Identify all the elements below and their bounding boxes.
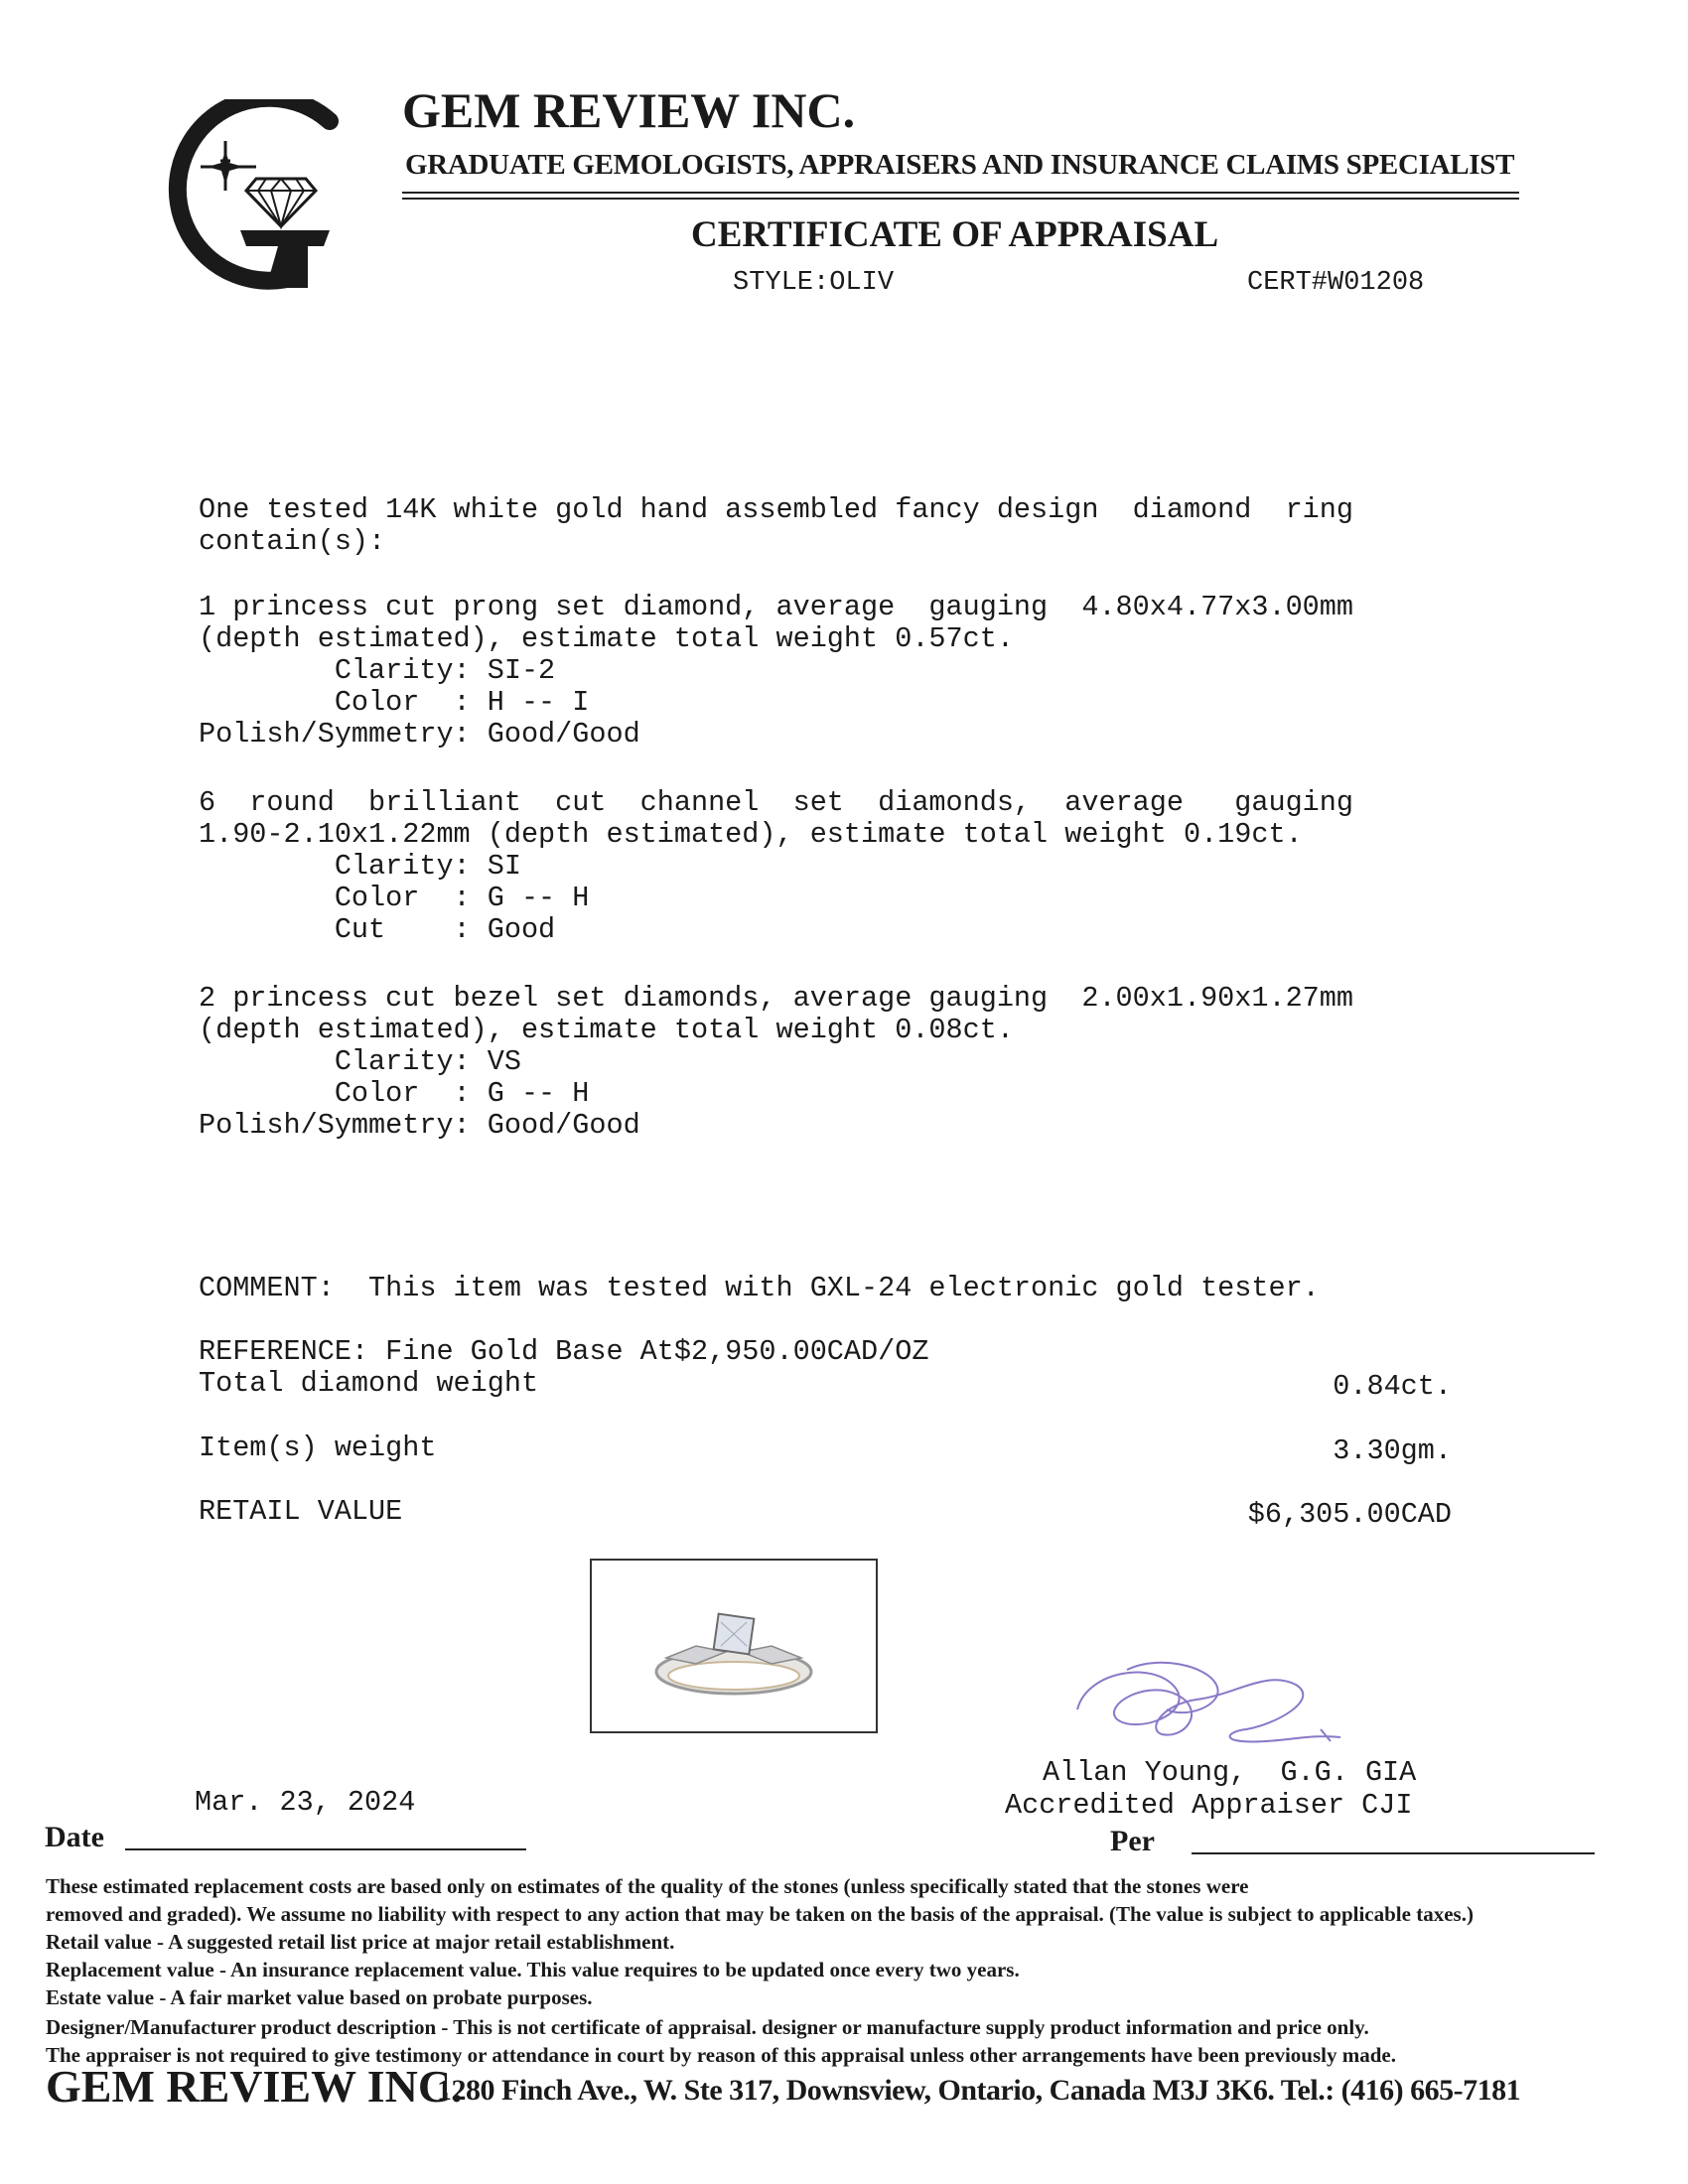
disclaimer-line: Retail value - A suggested retail list price at major retail establishment. <box>46 1930 675 1954</box>
stone3-line-2: (depth estimated), estimate total weight 0.08ct. <box>199 1014 1014 1046</box>
per-underline <box>1192 1852 1595 1854</box>
item-weight-label: Item(s) weight <box>199 1432 437 1464</box>
date-label: Date <box>45 1821 104 1853</box>
stone3-polish: Polish/Symmetry: Good/Good <box>199 1109 640 1142</box>
stone3-color: Color : G -- H <box>199 1077 590 1110</box>
disclaimer-line: Replacement value - An insurance replacement value. This value requires to be updated once every two years. <box>46 1958 1020 1981</box>
item-weight-value: 3.30gm. <box>1333 1434 1452 1467</box>
company-tagline: GRADUATE GEMOLOGISTS, APPRAISERS AND INSURANCE CLAIMS SPECIALIST <box>405 149 1515 181</box>
disclaimer-line: Estate value - A fair market value based on probate purposes. <box>46 1985 593 2009</box>
retail-value-label: RETAIL VALUE <box>199 1495 403 1528</box>
stone1-line-2: (depth estimated), estimate total weight 0.57ct. <box>199 622 1014 655</box>
header-rule-bottom <box>402 198 1519 200</box>
signature-icon <box>1067 1650 1405 1759</box>
header-rule-top <box>402 192 1519 194</box>
stone1-line-1: 1 princess cut prong set diamond, average gauging 4.80x4.77x3.00mm <box>199 591 1353 623</box>
disclaimer-line: These estimated replacement costs are based only on estimates of the quality of the stones (unless specifically stated that the stones were <box>46 1874 1249 1898</box>
stone2-line-2: 1.90-2.10x1.22mm (depth estimated), estimate total weight 0.19ct. <box>199 818 1303 851</box>
footer-address: 1280 Finch Ave., W. Ste 317, Downsview, Ontario, Canada M3J 3K6. Tel.: (416) 665-7181 <box>437 2074 1521 2107</box>
retail-value-amount: $6,305.00CAD <box>1247 1498 1452 1531</box>
stone1-color: Color : H -- I <box>199 686 590 719</box>
comment-line: COMMENT: This item was tested with GXL-24 electronic gold tester. <box>199 1272 1320 1304</box>
reference-line: REFERENCE: Fine Gold Base At$2,950.00CAD/OZ <box>199 1335 929 1368</box>
style-code: STYLE:OLIV <box>733 268 895 298</box>
stone1-polish: Polish/Symmetry: Good/Good <box>199 718 640 751</box>
stone2-clarity: Clarity: SI <box>199 850 521 883</box>
stone2-cut: Cut : Good <box>199 913 556 946</box>
date-underline <box>125 1848 526 1850</box>
stone3-clarity: Clarity: VS <box>199 1045 521 1078</box>
item-photo-frame <box>590 1559 878 1733</box>
disclaimer-line: The appraiser is not required to give testimony or attendance in court by reason of this appraisal unless other arrangements have been previously made. <box>46 2043 1396 2067</box>
ring-photo-icon <box>592 1561 876 1731</box>
cert-number: CERT#W01208 <box>1247 268 1425 298</box>
certificate-title: CERTIFICATE OF APPRAISAL <box>691 214 1219 255</box>
stone2-line-1: 6 round brilliant cut channel set diamonds, average gauging <box>199 786 1353 819</box>
disclaimer-line: Designer/Manufacturer product description - This is not certificate of appraisal. designer or manufacture supply product information and price only. <box>46 2015 1369 2039</box>
disclaimer-line: removed and graded). We assume no liability with respect to any action that may be taken on the basis of the appraisal. (The value is subject to applicable taxes.) <box>46 1902 1474 1926</box>
stone1-clarity: Clarity: SI-2 <box>199 654 556 687</box>
stone3-line-1: 2 princess cut bezel set diamonds, average gauging 2.00x1.90x1.27mm <box>199 982 1353 1015</box>
appraiser-name: Allan Young, G.G. GIA <box>1043 1756 1417 1789</box>
stone2-color: Color : G -- H <box>199 882 590 914</box>
date-value: Mar. 23, 2024 <box>195 1786 416 1819</box>
intro-line-1: One tested 14K white gold hand assembled fancy design diamond ring <box>199 493 1353 526</box>
per-label: Per <box>1110 1825 1155 1857</box>
footer-company: GEM REVIEW INC. <box>46 2061 463 2112</box>
total-diamond-label: Total diamond weight <box>199 1367 539 1400</box>
gem-logo-icon <box>149 99 348 298</box>
appraiser-title: Accredited Appraiser CJI <box>1005 1789 1413 1822</box>
intro-line-2: contain(s): <box>199 525 386 558</box>
company-name: GEM REVIEW INC. <box>402 82 856 138</box>
total-diamond-value: 0.84ct. <box>1333 1370 1452 1403</box>
